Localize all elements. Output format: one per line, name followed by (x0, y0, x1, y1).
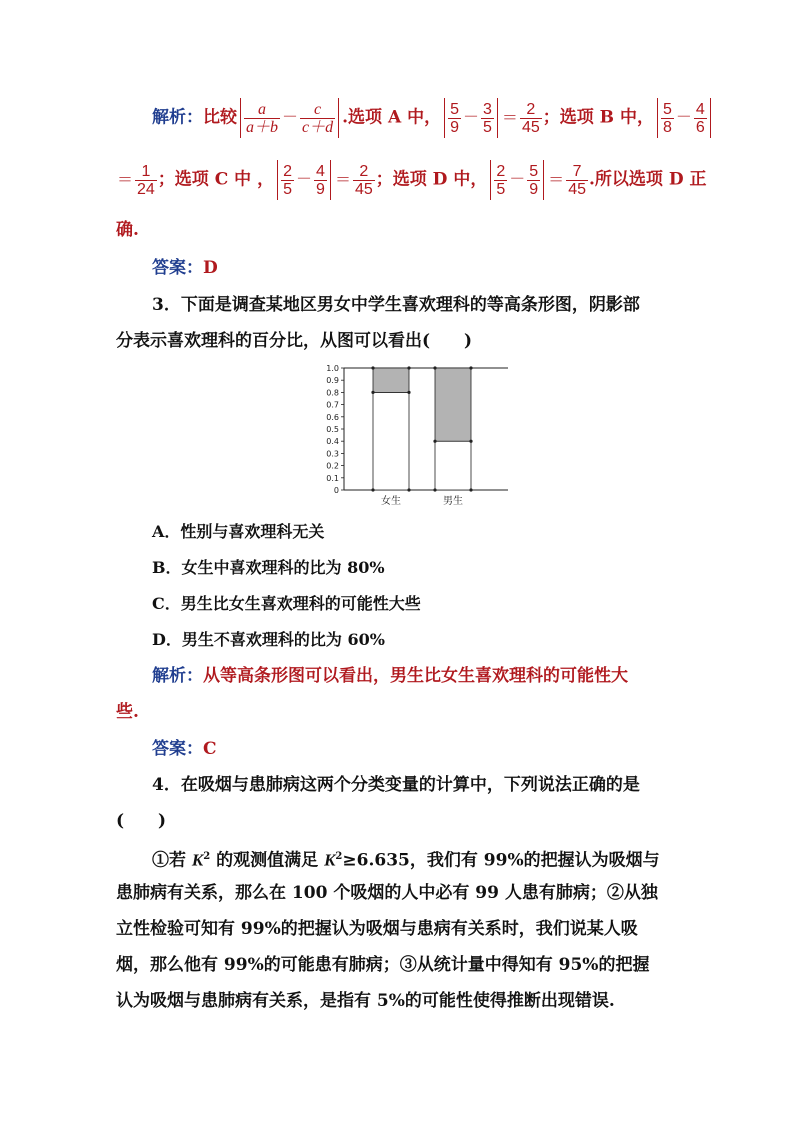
fraction: $\frac{5}{8}$ (662, 100, 672, 136)
solution-2-line-2: ＝ $\frac{1}{24}$ ；选项 C 中 ， $\frac{2}{5}$ － $\frac{4}{9}$ ＝ $\frac{2}{45}$ ；选项 D 中， $\frac{2}{5}$ － $\frac{5}{9}$ ＝ $\frac{7}{45}$ .所以选项 D 正 (116, 160, 706, 200)
abs-expression: $\frac{2}{5}$ － $\frac{4}{9}$ (277, 160, 331, 200)
y-tick-label: 0.3 (326, 449, 339, 459)
y-tick-label: 0.4 (326, 437, 339, 447)
fraction: $\frac{5}{9}$ (529, 162, 539, 198)
y-tick-label: 0.5 (326, 425, 339, 434)
x-category-label: 女生 (381, 496, 401, 507)
option-c: C．男生比女生喜欢理科的可能性大些 (152, 594, 421, 613)
fraction: $\frac{4}{9}$ (316, 162, 325, 198)
question-3-line-1: 3．下面是调查某地区男女中学生喜欢理科的等高条形图，阴影部 (152, 295, 640, 315)
solution-label: 解析： (152, 107, 203, 128)
solution-2-line-1: 解析：比较 $\frac{a}{a+b}$ － $\frac{c}{c+d}$ .选项 A 中， $\frac{5}{9}$ － $\frac{3}{5}$ ＝ $\frac{2}{45}$ ；选项 B 中， $\frac{5}{8}$ － $\frac{4}{6}$ (152, 98, 714, 138)
y-tick-label: 0.6 (326, 412, 339, 422)
question-4-line-2: ( ) (116, 811, 167, 831)
answer-3 (152, 737, 217, 761)
abs-expression: $\frac{2}{5}$ － $\frac{5}{9}$ (490, 160, 544, 200)
bar-corner-dot (469, 366, 472, 369)
bar-like-0 (373, 368, 409, 392)
answer-label: 答案： (152, 258, 203, 278)
bar-corner-dot (469, 488, 472, 491)
y-tick-label: 1.0 (326, 364, 339, 373)
y-tick-label: 0.2 (326, 461, 339, 471)
bar-corner-dot (371, 391, 374, 394)
solution-3-line-2: 些. (116, 702, 139, 722)
fraction: $\frac{2}{45}$ (354, 162, 373, 198)
question-4-para-line-3: 立性检验可知有 99%的把握认为吸烟与患病有关系时，我们说某人吸 (116, 919, 638, 939)
question-4-para-line-5: 认为吸烟与患肺病有关系，是指有 5%的可能性使得推断出现错误. (116, 991, 615, 1011)
fraction: $\frac{7}{45}$ (568, 162, 586, 198)
question-3-line-2: 分表示喜欢理科的百分比，从图可以看出( ) (116, 331, 473, 351)
fraction: $\frac{5}{9}$ (450, 100, 459, 136)
bar-corner-dot (433, 488, 436, 491)
solution-2-line-3: 确. (116, 220, 139, 240)
bar-corner-dot (371, 366, 374, 369)
answer-2 (152, 256, 218, 280)
bar-not-like-0 (373, 392, 409, 490)
bar-corner-dot (407, 488, 410, 491)
solution-text: .选项 A 中， (342, 107, 442, 128)
bar-corner-dot (407, 366, 410, 369)
solution-text: ；选项 C 中 ， (157, 169, 275, 190)
y-tick-label: 0.8 (326, 388, 339, 398)
answer-value: D (203, 258, 218, 278)
question-4-para-line-2: 患肺病有关系，那么在 100 个吸烟的人中必有 99 人患有肺病；②从独 (116, 883, 658, 903)
bar-not-like-1 (435, 441, 471, 490)
option-a: A．性别与喜欢理科无关 (152, 522, 325, 541)
stacked-bar-chart (316, 360, 516, 510)
solution-text: 从等高条形图可以看出，男生比女生喜欢理科的可能性大 (203, 666, 628, 686)
abs-expression: $\frac{a}{a+b}$ － $\frac{c}{c+d}$ (240, 98, 339, 138)
bar-corner-dot (407, 391, 410, 394)
abs-expression: $\frac{5}{9}$ － $\frac{3}{5}$ (444, 98, 498, 138)
solution-label: 解析： (152, 666, 203, 686)
bar-corner-dot (433, 366, 436, 369)
question-4-line-1: 4．在吸烟与患肺病这两个分类变量的计算中，下列说法正确的是 (152, 775, 640, 795)
bar-corner-dot (371, 488, 374, 491)
fraction: $\frac{2}{5}$ (496, 162, 506, 198)
fraction: $\frac{c}{c+d}$ (302, 100, 334, 136)
answer-label: 答案： (152, 739, 203, 759)
y-tick-label: 0.7 (326, 400, 339, 410)
solution-text: 比较 (203, 107, 237, 128)
bar-corner-dot (433, 440, 436, 443)
abs-expression: $\frac{5}{8}$ － $\frac{4}{6}$ (657, 98, 711, 138)
option-d: D．男生不喜欢理科的比为 60% (152, 630, 385, 649)
fraction: $\frac{2}{45}$ (521, 100, 540, 136)
solution-3-line-1 (152, 664, 628, 688)
option-b: B．女生中喜欢理科的比为 80% (152, 558, 385, 577)
fraction: $\frac{a}{a+b}$ (246, 100, 279, 136)
y-tick-label: 0.1 (326, 473, 339, 483)
solution-text: ；选项 D 中， (375, 169, 488, 190)
y-tick-label: 0.9 (326, 376, 339, 386)
answer-value: C (203, 739, 217, 759)
y-tick-label: 0 (333, 486, 339, 495)
bar-like-1 (435, 368, 471, 441)
fraction: $\frac{2}{5}$ (283, 162, 293, 198)
fraction: $\frac{4}{6}$ (695, 100, 705, 136)
x-category-label: 男生 (443, 496, 463, 507)
question-4-para-line-4: 烟，那么他有 99%的可能患有肺病；③从统计量中得知有 95%的把握 (116, 955, 650, 975)
question-4-para-line-1: ①若 $K^2$ 的观测值满足 $K^2\ge 6.635$，我们有 99%的把握认为吸烟与 (152, 850, 660, 871)
fraction: $\frac{1}{24}$ (137, 162, 155, 198)
solution-text: .所以选项 D 正 (588, 169, 707, 190)
bar-corner-dot (469, 440, 472, 443)
solution-text: ；选项 B 中， (542, 107, 654, 128)
fraction: $\frac{3}{5}$ (483, 100, 492, 136)
